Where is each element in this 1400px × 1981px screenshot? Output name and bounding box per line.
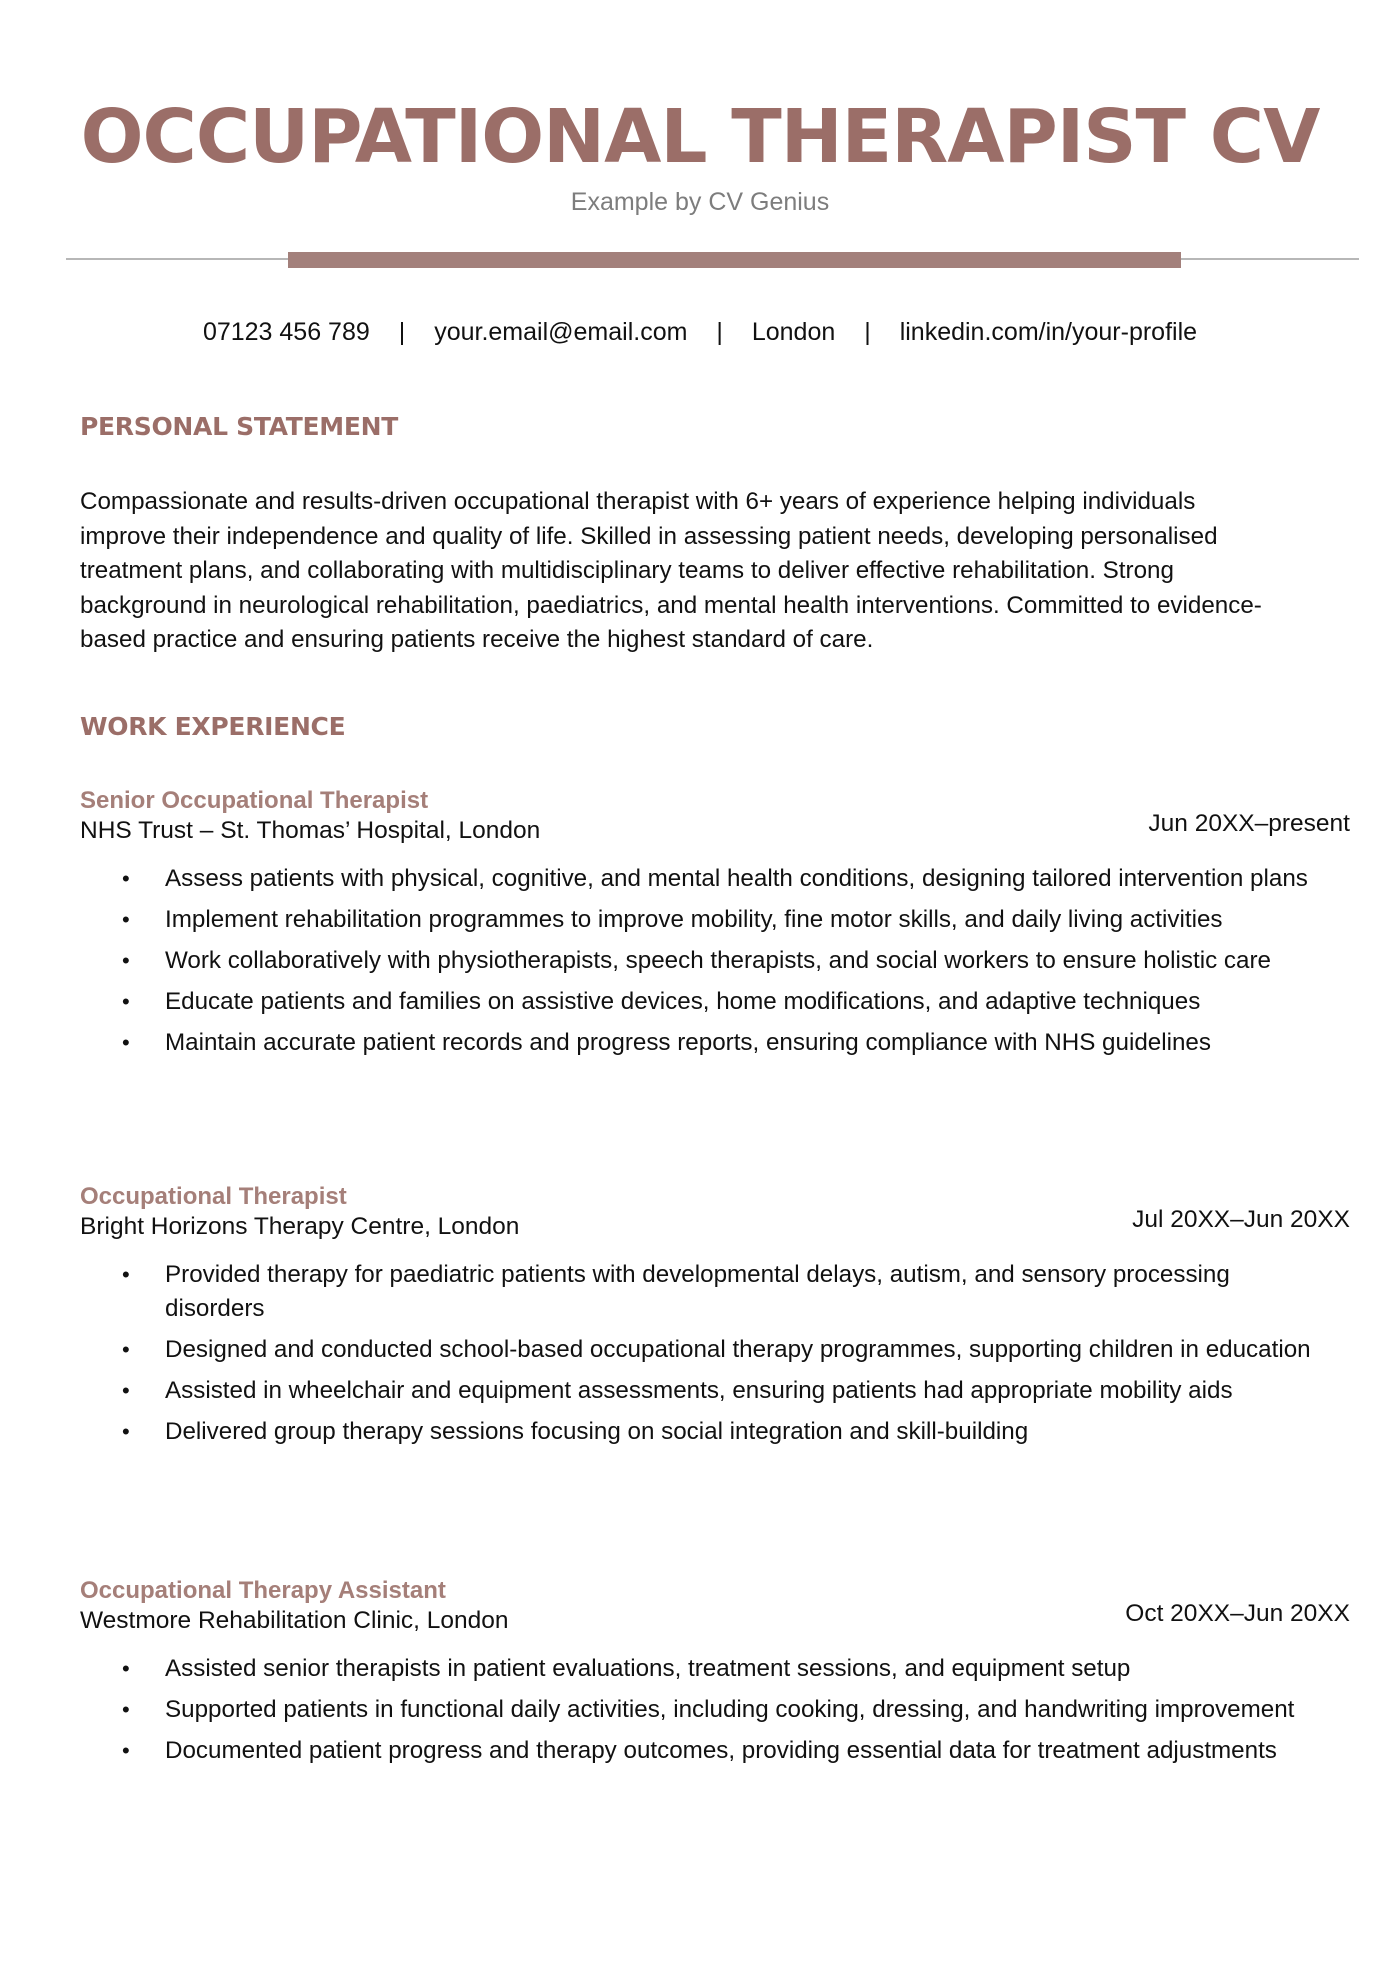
contact-linkedin[interactable]: linkedin.com/in/your-profile bbox=[899, 318, 1198, 346]
job-dates: Jul 20XX–Jun 20XX bbox=[1132, 1206, 1350, 1233]
work-experience-heading: WORK EXPERIENCE bbox=[80, 712, 346, 741]
bullet-icon: • bbox=[122, 907, 130, 932]
list-item bbox=[122, 985, 1350, 1019]
job-employer: NHS Trust – St. Thomas’ Hospital, London bbox=[80, 817, 541, 844]
personal-statement-heading: PERSONAL STATEMENT bbox=[80, 412, 399, 441]
job-entry-occupational-therapy-assistant bbox=[80, 1576, 1350, 1775]
job-title: Occupational Therapy Assistant bbox=[80, 1577, 446, 1604]
header-accent-bar bbox=[288, 252, 1181, 268]
list-item bbox=[122, 903, 1350, 937]
contact-email[interactable]: your.email@email.com bbox=[434, 318, 688, 346]
statement-line: background in neurological rehabilitation, paediatrics, and mental health interventions. Committed to evidence- bbox=[80, 591, 1262, 619]
duty-text: Supported patients in functional daily activities, including cooking, dressing, and handwriting improvement bbox=[165, 1696, 1295, 1723]
job-meta bbox=[80, 1600, 1350, 1638]
cv-title: OCCUPATIONAL THERAPIST CV bbox=[80, 94, 1320, 180]
job-entry-senior-occupational-therapist bbox=[80, 786, 1350, 1067]
job-entry-occupational-therapist bbox=[80, 1182, 1350, 1456]
job-employer: Westmore Rehabilitation Clinic, London bbox=[80, 1607, 509, 1634]
contact-separator: | bbox=[864, 318, 871, 346]
list-item bbox=[122, 1415, 1350, 1449]
bullet-icon: • bbox=[122, 1378, 130, 1403]
list-item bbox=[122, 1734, 1350, 1768]
duty-text: Work collaboratively with physiotherapists, speech therapists, and social workers to ensure holistic care bbox=[165, 947, 1271, 974]
list-item bbox=[122, 1333, 1350, 1367]
duty-text: Educate patients and families on assistive devices, home modifications, and adaptive techniques bbox=[165, 988, 1201, 1015]
list-item bbox=[122, 944, 1350, 978]
statement-line: treatment plans, and collaborating with multidisciplinary teams to deliver effective rehabilitation. Strong bbox=[80, 557, 1174, 584]
job-dates: Jun 20XX–present bbox=[1148, 810, 1350, 837]
contact-separator: | bbox=[398, 318, 406, 346]
personal-statement-text bbox=[80, 485, 1355, 658]
job-meta bbox=[80, 810, 1350, 848]
statement-line: Compassionate and results-driven occupational therapist with 6+ years of experience helping individuals bbox=[80, 488, 1196, 515]
bullet-icon: • bbox=[122, 1262, 130, 1287]
contact-separator: | bbox=[716, 318, 723, 346]
job-meta bbox=[80, 1206, 1350, 1244]
list-item bbox=[122, 1652, 1350, 1686]
contact-line bbox=[0, 318, 1400, 347]
list-item bbox=[122, 862, 1350, 896]
duty-text: Assess patients with physical, cognitive, and mental health conditions, designing tailored intervention plans bbox=[165, 865, 1308, 892]
contact-location: London bbox=[751, 318, 836, 346]
job-duties-list bbox=[80, 1652, 1350, 1768]
duty-text: Assisted senior therapists in patient evaluations, treatment sessions, and equipment setup bbox=[165, 1655, 1131, 1682]
job-duties-list bbox=[80, 1258, 1350, 1449]
job-duties-list bbox=[80, 862, 1350, 1060]
duty-text: Documented patient progress and therapy outcomes, providing essential data for treatment adjustments bbox=[165, 1737, 1277, 1764]
cv-subtitle: Example by CV Genius bbox=[570, 188, 830, 216]
job-dates: Oct 20XX–Jun 20XX bbox=[1125, 1600, 1350, 1627]
list-item bbox=[122, 1693, 1350, 1727]
bullet-icon: • bbox=[122, 948, 130, 973]
duty-text: Maintain accurate patient records and progress reports, ensuring compliance with NHS guidelines bbox=[165, 1029, 1211, 1056]
duty-text: Provided therapy for paediatric patients with developmental delays, autism, and sensory processing disorders bbox=[165, 1261, 1230, 1322]
bullet-icon: • bbox=[122, 1656, 130, 1681]
bullet-icon: • bbox=[122, 1030, 130, 1055]
bullet-icon: • bbox=[122, 1337, 130, 1362]
statement-line: based practice and ensuring patients receive the highest standard of care. bbox=[80, 626, 874, 653]
bullet-icon: • bbox=[122, 1697, 130, 1722]
list-item bbox=[122, 1258, 1350, 1326]
contact-phone: 07123 456 789 bbox=[202, 318, 370, 346]
bullet-icon: • bbox=[122, 1419, 130, 1444]
job-title: Senior Occupational Therapist bbox=[80, 787, 429, 814]
job-employer: Bright Horizons Therapy Centre, London bbox=[80, 1213, 520, 1240]
duty-text: Designed and conducted school-based occupational therapy programmes, supporting children in education bbox=[165, 1336, 1311, 1363]
list-item bbox=[122, 1374, 1350, 1408]
bullet-icon: • bbox=[122, 866, 130, 891]
bullet-icon: • bbox=[122, 989, 130, 1014]
list-item bbox=[122, 1026, 1350, 1060]
statement-line: improve their independence and quality of life. Skilled in assessing patient needs, developing personalised bbox=[80, 522, 1218, 550]
duty-text: Assisted in wheelchair and equipment assessments, ensuring patients had appropriate mobility aids bbox=[165, 1377, 1233, 1404]
duty-text: Delivered group therapy sessions focusing on social integration and skill-building bbox=[165, 1418, 1029, 1445]
duty-text: Implement rehabilitation programmes to improve mobility, fine motor skills, and daily living activities bbox=[165, 906, 1223, 933]
job-title: Occupational Therapist bbox=[80, 1183, 347, 1210]
bullet-icon: • bbox=[122, 1738, 130, 1763]
